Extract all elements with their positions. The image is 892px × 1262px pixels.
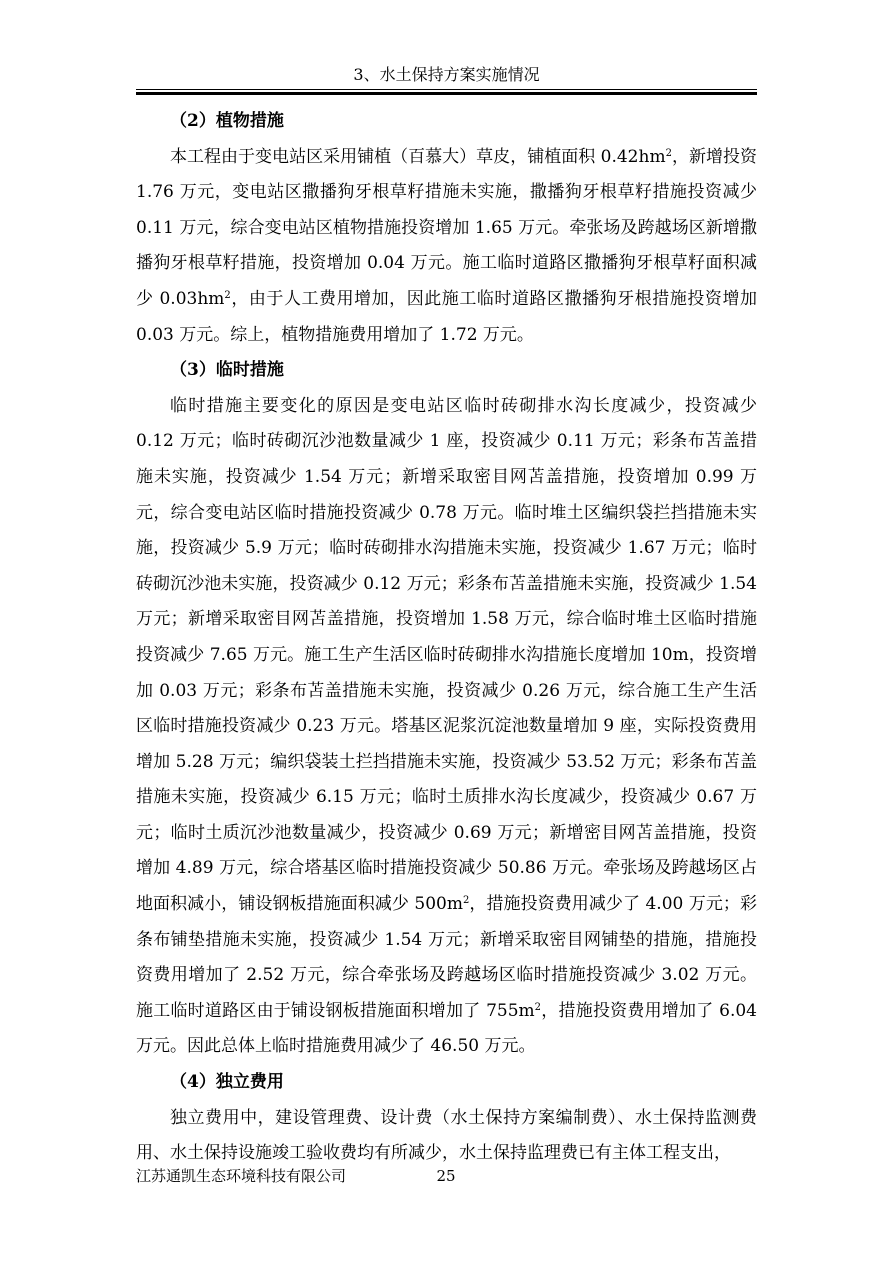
text-run: ，措施投资费用减少了 4.00 万元；彩条布铺垫措施未实施，投资减少 1.54 万元；新增采取密目网铺垫的措施，措施投资费用增加了 2.52 万元，综合牵张场及跨越场区临时措施投资减少 3.02 万元。施工临时道路区由于铺设钢板措施面积增加了 755m	[136, 894, 757, 1021]
superscript: 2	[665, 147, 672, 159]
superscript: 2	[224, 289, 231, 301]
text-run: ，措施投资费用增加了 6.04 万元。因此总体上临时措施费用减少了 46.50 万元。	[136, 1000, 757, 1057]
section-heading-temporary-measures: （3）临时措施	[170, 360, 284, 381]
text-run: 临时措施主要变化的原因是变电站区临时砖砌排水沟长度减少，投资减少 0.12 万元；临时砖砌沉沙池数量减少 1 座，投资减少 0.11 万元；彩条布苫盖措施未实施，投资减少 1.54 万元；新增采取密目网苫盖措施，投资增加 0.99 万元，综合变电站区临时措施投资减少 0.78 万元。临时堆土区编织袋拦挡措施未实施，投资减少 5.9 万元；临时砖砌排水沟措施未实施，投资减少 1.67 万元；临时砖砌沉沙池未实施，投资减少 0.12 万元；彩条布苫盖措施未实施，投资减少 1.54 万元；新增采取密目网苫盖措施，投资增加 1.58 万元，综合临时堆土区临时措施投资减少 7.65 万元。施工生产生活区临时砖砌排水沟措施长度增加 10m，投资增加 0.03 万元；彩条布苫盖措施未实施，投资减少 0.26 万元，综合施工生产生活区临时措施投资减少 0.23 万元。塔基区泥浆沉淀池数量增加 9 座，实际投资费用增加 5.28 万元；编织袋装土拦挡措施未实施，投资减少 53.52 万元；彩条布苫盖措施未实施，投资减少 6.15 万元；临时土质排水沟长度减少，投资减少 0.67 万元；临时土质沉沙池数量减少，投资减少 0.69 万元；新增密目网苫盖措施，投资增加 4.89 万元，综合塔基区临时措施投资减少 50.86 万元。牵张场及跨越场区占地面积减小，铺设钢板措施面积减少 500m	[136, 395, 757, 915]
text-run: ，新增投资 1.76 万元，变电站区撒播狗牙根草籽措施未实施，撒播狗牙根草籽措施投资减少 0.11 万元，综合变电站区植物措施投资增加 1.65 万元。牵张场及跨越场区新增撒播狗牙根草籽措施，投资增加 0.04 万元。施工临时道路区撒播狗牙根草籽面积减少 0.03hm	[136, 146, 758, 309]
header-rule-thin	[136, 89, 757, 90]
paragraph-temporary-measures	[136, 389, 757, 1065]
running-header: 3、水土保持方案实施情况	[353, 65, 540, 84]
paragraph-independent-costs: 独立费用中，建设管理费、设计费（水土保持方案编制费）、水土保持监测费用、水土保持设施竣工验收费均有所减少，水土保持监理费已有主体工程支出，	[136, 1107, 757, 1164]
superscript: 2	[534, 1001, 542, 1013]
footer-company-name: 江苏通凯生态环境科技有限公司	[136, 1167, 347, 1185]
text-run: 本工程由于变电站区采用铺植（百慕大）草皮，铺植面积 0.42hm	[170, 146, 666, 167]
section-heading-independent-costs: （4）独立费用	[170, 1072, 284, 1093]
page-number: 25	[436, 1167, 456, 1185]
superscript: 2	[463, 895, 470, 907]
header-rule-thick	[136, 92, 757, 95]
paragraph-plant-measures	[136, 140, 757, 354]
section-heading-plant-measures: （2）植物措施	[170, 111, 284, 131]
body-content	[136, 104, 757, 1172]
text-run: ，由于人工费用增加，因此施工临时道路区撒播狗牙根措施投资增加 0.03 万元。综上，植物措施费用增加了 1.72 万元。	[136, 288, 757, 345]
